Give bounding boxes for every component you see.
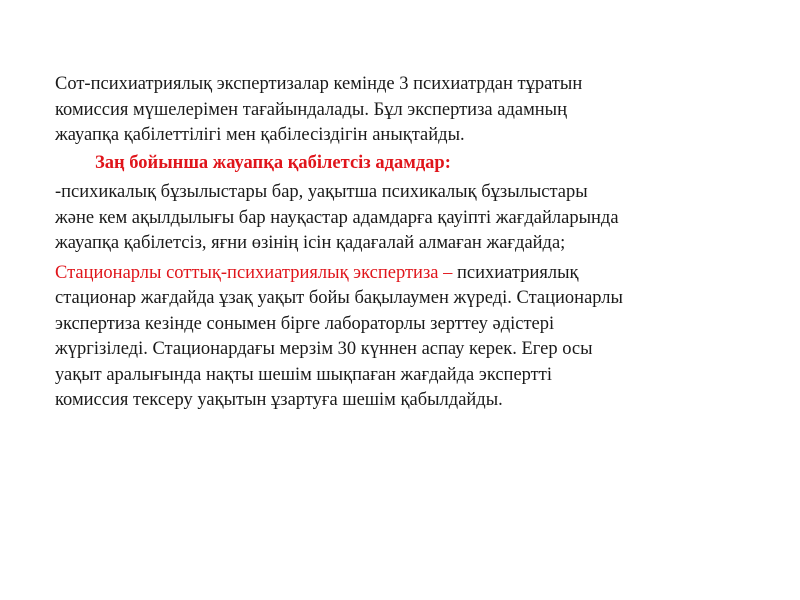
intro-line-1: Сот-психиатриялық экспертизалар кемінде 3 психиатрдан тұратын bbox=[55, 74, 583, 94]
slide-text-block bbox=[55, 72, 755, 414]
definition-paragraph bbox=[55, 180, 755, 257]
intro-line-3: жауапқа қабілеттілігі мен қабілесіздігін анықтайды. bbox=[55, 125, 465, 145]
inpatient-line-5: уақыт аралығында нақты шешім шықпаған жағдайда экспертті bbox=[55, 364, 552, 385]
definition-line-3: жауапқа қабілетсіз, яғни өзінің ісін қадағалай алмаған жағдайда; bbox=[55, 233, 566, 253]
inpatient-line-1 bbox=[55, 261, 755, 287]
intro-line-2: комиссия мүшелерімен тағайындалады. Бұл экспертиза адамның bbox=[55, 99, 568, 120]
inpatient-line-3: экспертиза кезінде сонымен бірге лабораторлы зерттеу әдістері bbox=[55, 313, 555, 334]
definition-line-1: -психикалық бұзылыстары бар, уақытша психикалық бұзылыстары bbox=[55, 182, 588, 202]
inpatient-line-4: жүргізіледі. Стационардағы мерзім 30 күннен аспау керек. Егер осы bbox=[55, 339, 593, 359]
inpatient-lead-rest: психиатриялық bbox=[452, 262, 579, 283]
inpatient-line-2: стационар жағдайда ұзақ уақыт бойы бақылаумен жүреді. Стационарлы bbox=[55, 288, 623, 308]
definition-line-2: және кем ақылдылығы бар науқастар адамдарға қауіпті жағдайларында bbox=[55, 207, 619, 228]
section-heading: Заң бойынша жауапқа қабілетсіз адамдар: bbox=[95, 152, 451, 173]
inpatient-line-6: комиссия тексеру уақытын ұзартуға шешім қабылдайды. bbox=[55, 390, 503, 410]
intro-paragraph bbox=[55, 72, 755, 149]
inpatient-paragraph bbox=[55, 261, 755, 414]
inpatient-term: Стационарлы соттық-психиатриялық экспертиза – bbox=[55, 262, 453, 283]
